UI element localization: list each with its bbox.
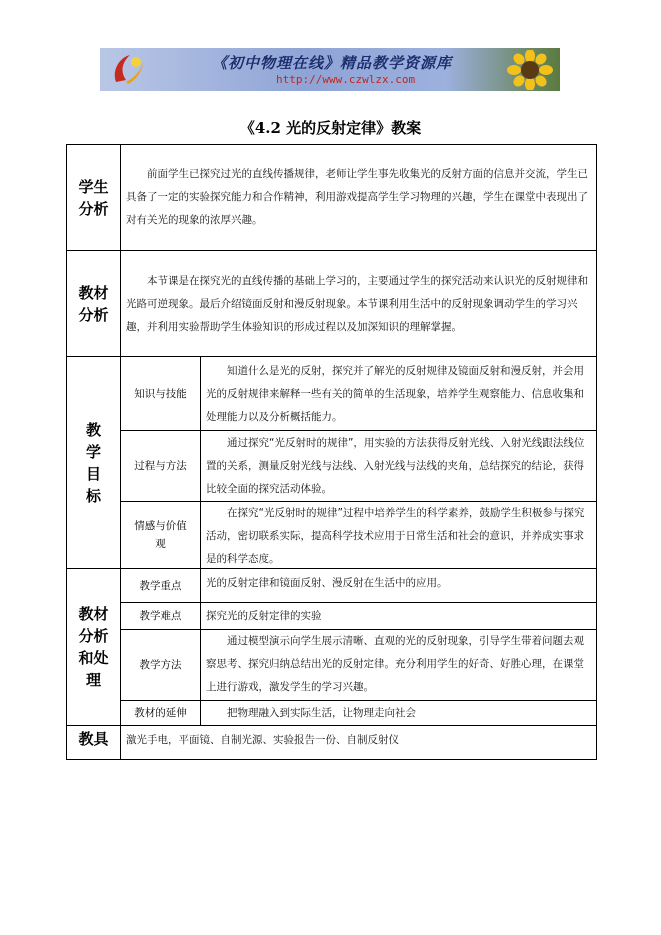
textbook-analysis-header: 教材分析	[66, 250, 121, 357]
tools-text: 激光手电，平面镜、自制光源、实验报告一份、自制反射仪	[120, 725, 597, 760]
processing-label-extension: 教材的延伸	[120, 700, 201, 726]
objectives-header: 教学目标	[66, 356, 121, 569]
banner-url[interactable]: http://www.czwlzx.com	[276, 73, 416, 86]
processing-label-difficulty: 教学难点	[120, 602, 201, 630]
processing-text-extension: 把物理融入到实际生活，让物理走向社会	[200, 700, 597, 726]
textbook-analysis-text: 本节课是在探究光的直线传播的基础上学习的，主要通过学生的探究活动来认识光的反射规律和光路可逆现象。最后介绍镜面反射和漫反射现象。本节课利用生活中的反射现象调动学生的学习兴趣，并利用实验帮助学生体验知识的形成过程以及加深知识的理解掌握。	[120, 250, 597, 357]
student-analysis-header: 学生分析	[66, 144, 121, 251]
objective-label-knowledge: 知识与技能	[120, 356, 201, 431]
objective-text-process: 通过探究“光反射时的规律”，用实验的方法获得反射光线、入射光线跟法线位置的关系，测量反射光线与法线、入射光线与法线的夹角，总结探究的结论，获得比较全面的探究活动体验。	[200, 430, 597, 502]
document-title: 《4.2 光的反射定律》教案	[239, 119, 422, 137]
objective-text-emotion: 在探究“光反射时的规律”过程中培养学生的科学素养，鼓励学生积极参与探究活动，密切联系实际，提高科学技术应用于日常生活和社会的意识，并养成实事求是的科学态度。	[200, 501, 597, 569]
processing-label-key-point: 教学重点	[120, 568, 201, 603]
site-logo-icon	[108, 52, 148, 86]
processing-text-method: 通过模型演示向学生展示清晰、直观的光的反射现象，引导学生带着问题去观察思考、探究归纳总结出光的反射定律。充分利用学生的好奇、好胜心理，在课堂上进行游戏，激发学生的学习兴趣。	[200, 629, 597, 701]
processing-header: 教材分析和处理	[66, 568, 121, 726]
objective-label-process: 过程与方法	[120, 430, 201, 502]
sunflower-icon	[506, 50, 554, 90]
processing-label-method: 教学方法	[120, 629, 201, 701]
tools-header: 教具	[66, 725, 121, 760]
objective-label-emotion: 情感与价值观	[120, 501, 201, 569]
processing-text-difficulty: 探究光的反射定律的实验	[200, 602, 597, 630]
objective-text-knowledge: 知道什么是光的反射，探究并了解光的反射规律及镜面反射和漫反射，并会用光的反射规律来解释一些有关的简单的生活现象，培养学生观察能力、信息收集和处理能力以及分析概括能力。	[200, 356, 597, 431]
banner-title: 《初中物理在线》精品教学资源库	[212, 54, 453, 72]
header-banner	[100, 48, 560, 91]
student-analysis-text: 前面学生已探究过光的直线传播规律，老师让学生事先收集光的反射方面的信息并交流，学生已具备了一定的实验探究能力和合作精神，利用游戏提高学生学习物理的兴趣，学生在课堂中表现出了对有关光的现象的浓厚兴趣。	[120, 144, 597, 251]
processing-text-key-point: 光的反射定律和镜面反射、漫反射在生活中的应用。	[200, 568, 597, 603]
